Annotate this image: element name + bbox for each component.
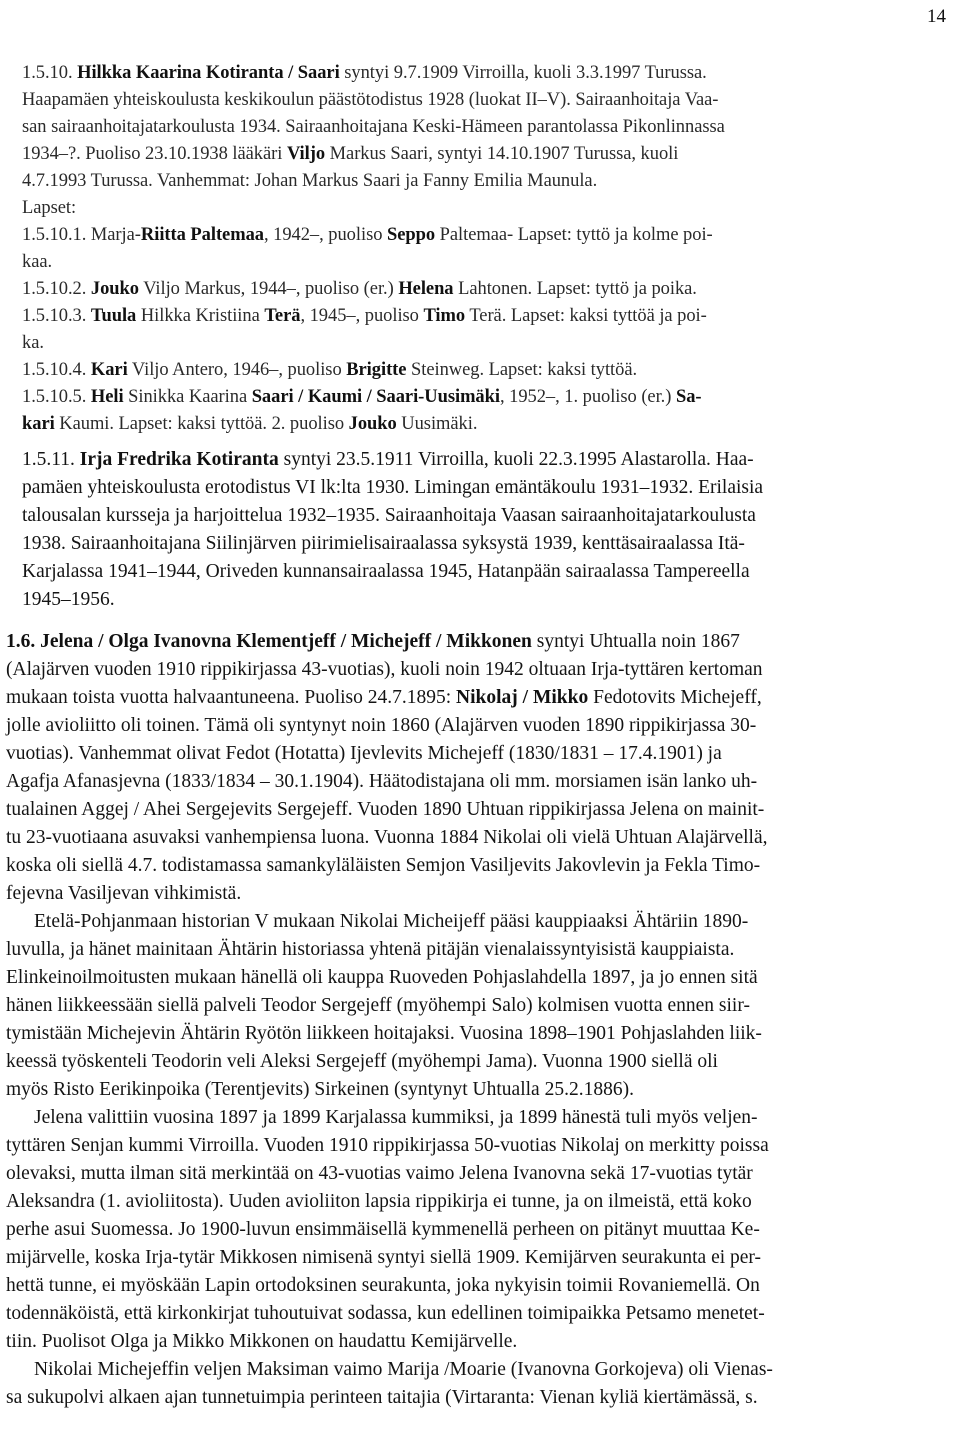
bold-name: 1.6. xyxy=(6,631,41,652)
bold-name: Viljo xyxy=(286,144,326,164)
text-run: Hilkka Kristiina xyxy=(136,306,265,326)
text-line xyxy=(6,1304,765,1324)
text-line xyxy=(6,996,750,1016)
page-number: 14 xyxy=(927,6,946,27)
text-line xyxy=(6,744,722,764)
text-line xyxy=(6,1248,761,1268)
text-run: 1945–1956. xyxy=(22,589,115,610)
text-run: Jelena valittiin vuosina 1897 ja 1899 Karjalassa kummiksi, ja 1899 hänestä tuli myös veljen- xyxy=(34,1107,758,1128)
text-line xyxy=(6,1220,760,1240)
text-run: olevaksi, mutta ilman sitä merkintää on 43-vuotias vaimo Jelena Ivanovna sekä 17-vuotias tytär xyxy=(6,1163,753,1184)
text-run: kaa. xyxy=(22,252,53,272)
text-line xyxy=(22,534,745,554)
text-run: luvulla, ja hänet mainitaan Ähtärin historiassa yhtenä pitäjän vienalaissyntyisistä kauppiaista. xyxy=(6,939,735,960)
text-line xyxy=(6,772,757,792)
text-run: 1.5.10. xyxy=(22,63,78,83)
text-line xyxy=(6,828,768,848)
text-line xyxy=(6,660,763,680)
text-line xyxy=(6,688,762,708)
text-run: (Alajärven vuoden 1910 rippikirjassa 43-vuotias), kuoli noin 1942 oltuaan Irja-tyttären kertoman xyxy=(6,659,763,680)
text-run: Paltemaa- Lapset: tyttö ja kolme poi- xyxy=(435,225,713,245)
text-run: perhe asui Suomessa. Jo 1900-luvun ensimmäisellä kymmenellä perheen on pitänyt muuttaa Ke- xyxy=(6,1219,760,1240)
text-run: , 1942–, puoliso xyxy=(263,225,387,245)
text-line xyxy=(34,912,748,932)
bold-name: Seppo xyxy=(387,225,436,245)
text-line xyxy=(6,1192,752,1212)
bold-name: kari xyxy=(22,414,55,434)
text-line xyxy=(22,562,750,582)
text-line xyxy=(6,1080,634,1100)
text-run: Fedotovits Michejeff, xyxy=(588,687,762,708)
text-line xyxy=(22,226,713,245)
text-line xyxy=(22,478,763,498)
text-run: mukaan toista vuotta halvaantuneena. Puoliso 24.7.1895: xyxy=(6,687,457,708)
text-run: san sairaanhoitajatarkoulusta 1934. Sairaanhoitajana Keski-Hämeen parantolassa Pikonlinnassa xyxy=(22,117,725,137)
text-line xyxy=(6,884,241,904)
text-run: 1934–?. Puoliso 23.10.1938 lääkäri xyxy=(22,144,287,164)
bold-name: Jouko xyxy=(90,279,139,299)
text-line xyxy=(22,450,754,470)
text-line xyxy=(22,64,707,83)
text-line xyxy=(34,1108,758,1128)
bold-name: Jelena / Olga Ivanovna Klementjeff / Michejeff / Mikkonen xyxy=(40,631,532,652)
bold-name: Brigitte xyxy=(346,360,407,380)
text-line xyxy=(22,172,597,191)
text-run: 1938. Sairaanhoitajana Siilinjärven piirimielisairaalassa syksystä 1939, kenttäsairaalassa Itä- xyxy=(22,533,745,554)
bold-name: Irja Fredrika Kotiranta xyxy=(79,449,279,470)
text-line xyxy=(6,1332,517,1352)
text-run: Karjalassa 1941–1944, Oriveden kunnansairaalassa 1945, Hatanpään sairaalassa Tampereella xyxy=(22,561,750,582)
text-run: Markus Saari, syntyi 14.10.1907 Turussa, kuoli xyxy=(325,144,679,164)
text-run: hänen liikkeessään siellä palveli Teodor Sergejeff (myöhempi Salo) kolmisen vuotta ennen siir- xyxy=(6,995,750,1016)
text-run: mijärvelle, koska Irja-tytär Mikkosen nimisenä syntyi siellä 1909. Kemijärven seurakunta ei per- xyxy=(6,1247,762,1268)
text-run: koska oli siellä 4.7. todistamassa samankyläläisten Semjon Vasiljevits Jakovlevin ja Fekla Timo- xyxy=(6,855,761,876)
text-line xyxy=(6,1136,769,1156)
text-line xyxy=(22,590,115,610)
text-run: , 1952–, 1. puoliso (er.) xyxy=(499,387,676,407)
text-run: 1.5.10.2. xyxy=(22,279,91,299)
bold-name: Hilkka Kaarina Kotiranta / Saari xyxy=(77,63,340,83)
text-run: Agafja Afanasjevna (1833/1834 – 30.1.1904). Häätodistajana oli mm. morsiamen isän lanko uh- xyxy=(6,771,758,792)
text-run: tyttären Senjan kummi Virroilla. Vuoden 1910 rippikirjassa 50-vuotias Nikolaj on merkitty poissa xyxy=(6,1135,769,1156)
bold-name: Sa- xyxy=(675,387,702,407)
bold-name: Terä xyxy=(264,306,301,326)
text-line xyxy=(6,800,764,820)
text-run: tu 23-vuotiaana asuvaksi vanhempiensa luona. Vuonna 1884 Nikolai oli vielä Uhtuan Alajärvellä, xyxy=(6,827,768,848)
text-run: Terä. Lapset: kaksi tyttöä ja poi- xyxy=(465,306,707,326)
text-run: syntyi 9.7.1909 Virroilla, kuoli 3.3.1997 Turussa. xyxy=(339,63,707,83)
text-line xyxy=(22,199,76,218)
text-run: Nikolai Michejeffin veljen Maksiman vaimo Marija /Moarie (Ivanovna Gorkojeva) oli Vienas- xyxy=(34,1359,773,1380)
text-line xyxy=(22,506,756,526)
text-line xyxy=(22,91,718,110)
text-line xyxy=(22,307,707,326)
text-line xyxy=(6,1052,718,1072)
text-run: 1.5.10.1. Marja- xyxy=(22,225,141,245)
text-line xyxy=(6,632,740,652)
text-run: Kaumi. Lapset: kaksi tyttöä. 2. puoliso xyxy=(54,414,349,434)
text-line xyxy=(6,856,760,876)
text-run: tualainen Aggej / Ahei Sergejevits Sergejeff. Vuoden 1890 Uhtuan rippikirjassa Jelena on mainit- xyxy=(6,799,765,820)
text-run: 1.5.11. xyxy=(22,449,80,470)
text-line xyxy=(6,940,734,960)
text-run: Steinweg. Lapset: kaksi tyttöä. xyxy=(406,360,638,380)
bold-name: Jouko xyxy=(348,414,397,434)
text-run: Viljo Antero, 1946–, puoliso xyxy=(127,360,347,380)
text-line xyxy=(6,716,756,736)
text-line xyxy=(22,118,725,137)
bold-name: Heli xyxy=(90,387,124,407)
text-line xyxy=(6,968,758,988)
text-run: myös Risto Eerikinpoika (Terentjevits) Sirkeinen (syntynyt Uhtualla 25.2.1886). xyxy=(6,1079,634,1100)
text-run: syntyi Uhtualla noin 1867 xyxy=(531,631,740,652)
text-line xyxy=(34,1360,773,1380)
text-line xyxy=(6,1276,760,1296)
text-line xyxy=(6,1164,753,1184)
bold-name: Nikolaj / Mikko xyxy=(456,687,589,708)
text-line xyxy=(22,388,702,407)
text-line xyxy=(6,1388,758,1408)
text-run: Haapamäen yhteiskoulusta keskikoulun päästötodistus 1928 (luokat II–V). Sairaanhoitaja Vaa- xyxy=(22,90,719,110)
text-run: , 1945–, puoliso xyxy=(300,306,424,326)
text-run: syntyi 23.5.1911 Virroilla, kuoli 22.3.1995 Alastarolla. Haa- xyxy=(278,449,754,470)
text-run: pamäen yhteiskoulusta erotodistus VI lk:lta 1930. Limingan emäntäkoulu 1931–1932. Erilaisia xyxy=(22,477,764,498)
text-run: keessä työskenteli Teodorin veli Aleksi Sergejeff (myöhempi Jama). Vuonna 1900 siellä oli xyxy=(6,1051,718,1072)
text-run: ka. xyxy=(22,333,44,353)
text-run: Viljo Markus, 1944–, puoliso (er.) xyxy=(138,279,399,299)
text-line xyxy=(22,334,44,353)
text-run: 4.7.1993 Turussa. Vanhemmat: Johan Markus Saari ja Fanny Emilia Maunula. xyxy=(22,171,598,191)
text-run: sa sukupolvi alkaen ajan tunnetuimpia perinteen taitajia (Virtaranta: Vienan kyliä kiertämässä, s. xyxy=(6,1387,758,1408)
bold-name: Timo xyxy=(423,306,466,326)
bold-name: Helena xyxy=(398,279,454,299)
text-line xyxy=(22,253,52,272)
text-run: vuotias). Vanhemmat olivat Fedot (Hotatta) Ijevlevits Michejeff (1830/1831 – 17.4.1901) ja xyxy=(6,743,722,764)
text-run: fejevna Vasiljevan vihkimistä. xyxy=(6,883,242,904)
text-run: Lapset: xyxy=(22,198,77,218)
text-run: 1.5.10.4. xyxy=(22,360,91,380)
text-run: Lahtonen. Lapset: tyttö ja poika. xyxy=(453,279,697,299)
text-line xyxy=(22,280,697,299)
text-run: todennäköistä, että kirkonkirjat tuhoutuivat sodassa, kun edellinen toimipaikka Petsamo menetet- xyxy=(6,1303,765,1324)
text-run: Uusimäki. xyxy=(396,414,478,434)
text-run: talousalan kursseja ja harjoittelua 1932–1935. Sairaanhoitaja Vaasan sairaanhoitajatarkoulusta xyxy=(22,505,756,526)
text-line xyxy=(22,145,678,164)
text-run: 1.5.10.5. xyxy=(22,387,91,407)
text-line xyxy=(6,1024,762,1044)
bold-name: Riitta Paltemaa xyxy=(140,225,264,245)
text-run: hettä tunne, ei myöskään Lapin ortodoksinen seurakunta, joka nykyisin toimii Rovaniemellä. On xyxy=(6,1275,760,1296)
text-run: Sinikka Kaarina xyxy=(123,387,252,407)
text-line xyxy=(22,361,637,380)
text-run: Etelä-Pohjanmaan historian V mukaan Nikolai Micheijeff pääsi kauppiaaksi Ähtäriin 1890- xyxy=(34,911,749,932)
text-run: 1.5.10.3. xyxy=(22,306,91,326)
text-run: tymistään Michejevin Ähtärin Ryötön liikkeen hoitajaksi. Vuosina 1898–1901 Pohjaslahden liik- xyxy=(6,1023,762,1044)
text-run: Aleksandra (1. avioliitosta). Uuden avioliiton lapsia rippikirja ei tunne, ja on ilmeistä, että koko xyxy=(6,1191,752,1212)
bold-name: Tuula xyxy=(90,306,137,326)
text-run: tiin. Puolisot Olga ja Mikko Mikkonen on haudattu Kemijärvelle. xyxy=(6,1331,518,1352)
text-run: Elinkeinoilmoitusten mukaan hänellä oli kauppa Ruoveden Pohjaslahdella 1897, ja jo ennen sitä xyxy=(6,967,758,988)
bold-name: Saari / Kaumi / Saari-Uusimäki xyxy=(251,387,500,407)
text-run: jolle avioliitto oli toinen. Tämä oli syntynyt noin 1860 (Alajärven vuoden 1890 rippikirjassa 30- xyxy=(6,715,757,736)
bold-name: Kari xyxy=(90,360,128,380)
text-line xyxy=(22,415,477,434)
